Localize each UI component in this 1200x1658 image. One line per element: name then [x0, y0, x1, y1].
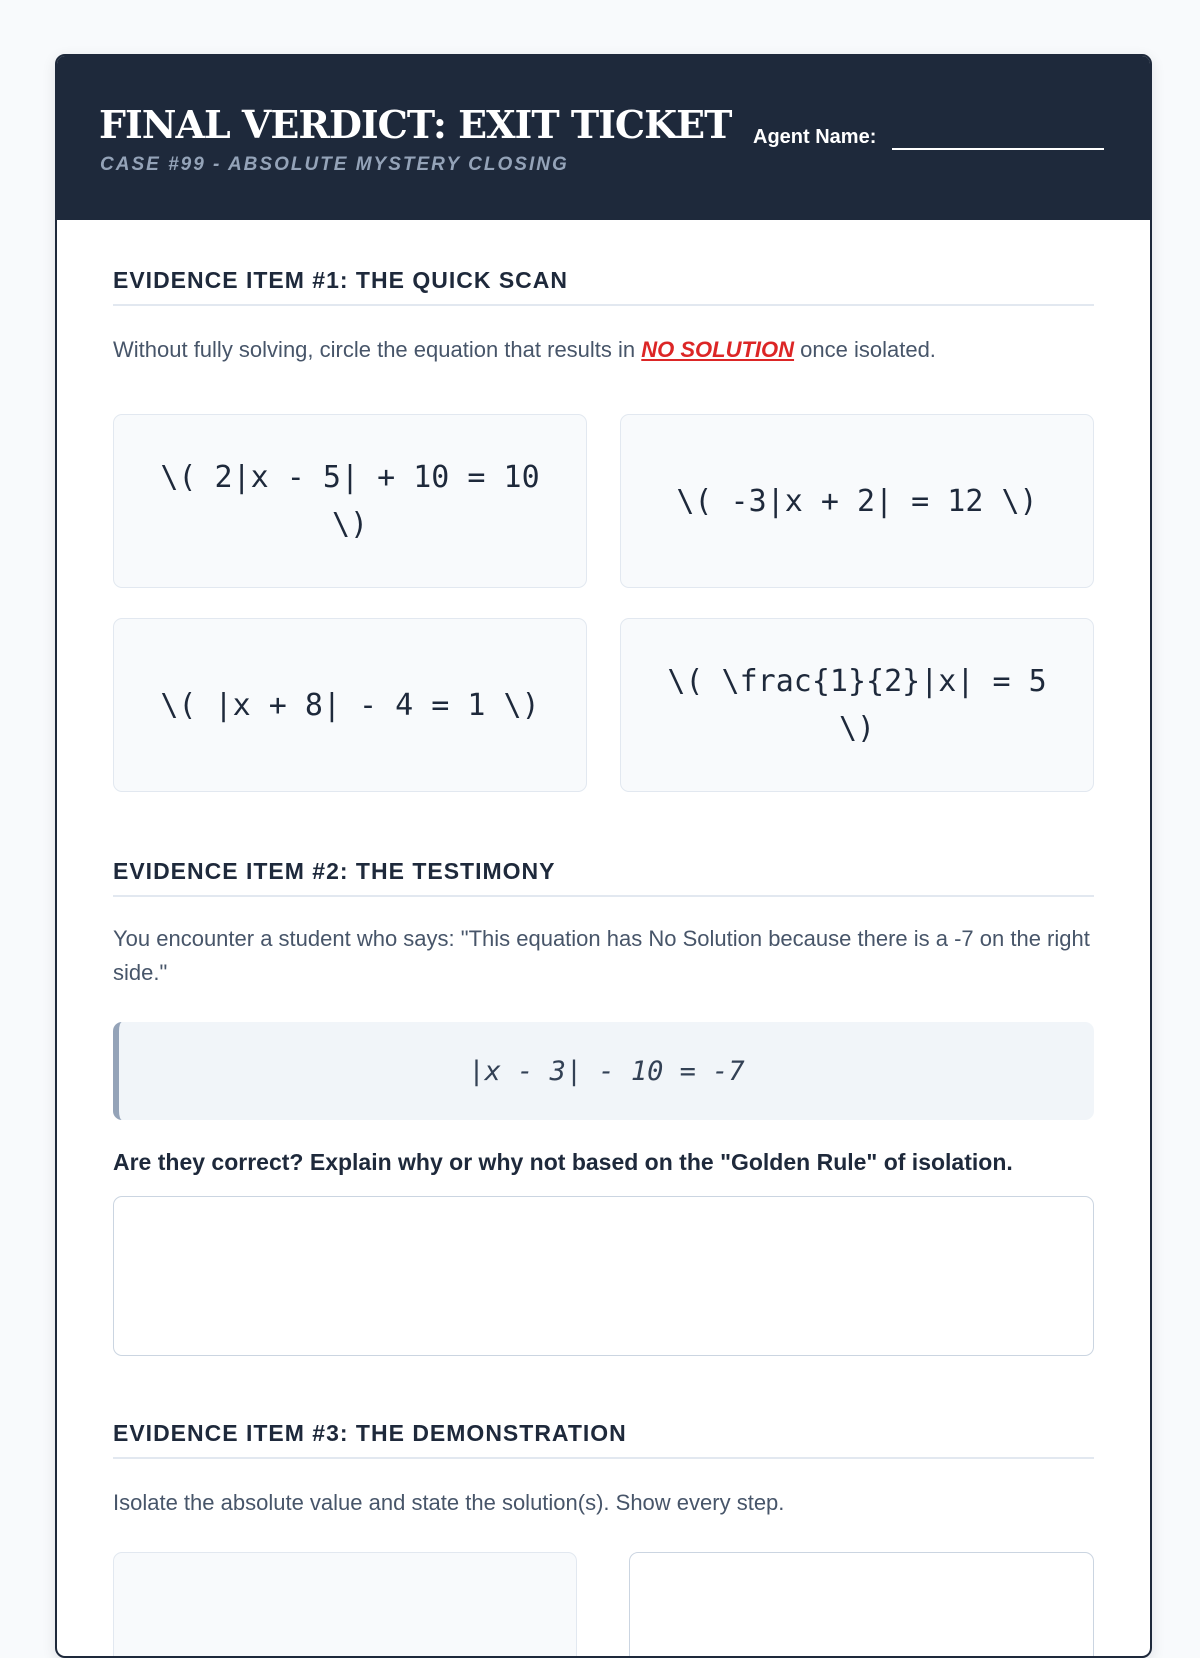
demonstration-problem-box	[113, 1552, 577, 1658]
instruction-text: Without fully solving, circle the equation that results in	[113, 337, 642, 362]
agent-name-field[interactable]	[892, 148, 1104, 150]
explanation-answer-input[interactable]	[113, 1196, 1094, 1356]
exit-ticket-card	[55, 54, 1152, 1658]
testimony-equation: |x - 3| - 10 = -7	[113, 1022, 1094, 1120]
demonstration-work-input[interactable]	[629, 1552, 1094, 1658]
section-1-instruction	[113, 333, 1094, 367]
equation-option-2[interactable]: \( -3|x + 2| = 12 \)	[620, 414, 1094, 588]
explain-question: Are they correct? Explain why or why not based on the "Golden Rule" of isolation.	[113, 1149, 1013, 1175]
section-3-title: EVIDENCE ITEM #3: THE DEMONSTRATION	[113, 1420, 1094, 1459]
case-subtitle: CASE #99 - ABSOLUTE MYSTERY CLOSING	[100, 154, 569, 175]
page-title: FINAL VERDICT: EXIT TICKET	[99, 102, 732, 147]
agent-name-label: Agent Name:	[753, 126, 877, 148]
no-solution-emphasis: NO SOLUTION	[641, 337, 795, 362]
equation-option-3[interactable]: \( |x + 8| - 4 = 1 \)	[113, 618, 587, 792]
equation-option-4[interactable]: \( \frac{1}{2}|x| = 5 \)	[620, 618, 1094, 792]
ticket-header	[57, 56, 1150, 220]
equation-option-1[interactable]: \( 2|x - 5| + 10 = 10 \)	[113, 414, 587, 588]
section-2-instruction: You encounter a student who says: "This equation has No Solution because there is a -7 on the right side."	[113, 926, 1090, 985]
section-1-title: EVIDENCE ITEM #1: THE QUICK SCAN	[113, 267, 1094, 306]
section-3-instruction: Isolate the absolute value and state the solution(s). Show every step.	[113, 1490, 785, 1515]
instruction-text-end: once isolated.	[794, 337, 936, 362]
section-2-title: EVIDENCE ITEM #2: THE TESTIMONY	[113, 858, 1094, 897]
